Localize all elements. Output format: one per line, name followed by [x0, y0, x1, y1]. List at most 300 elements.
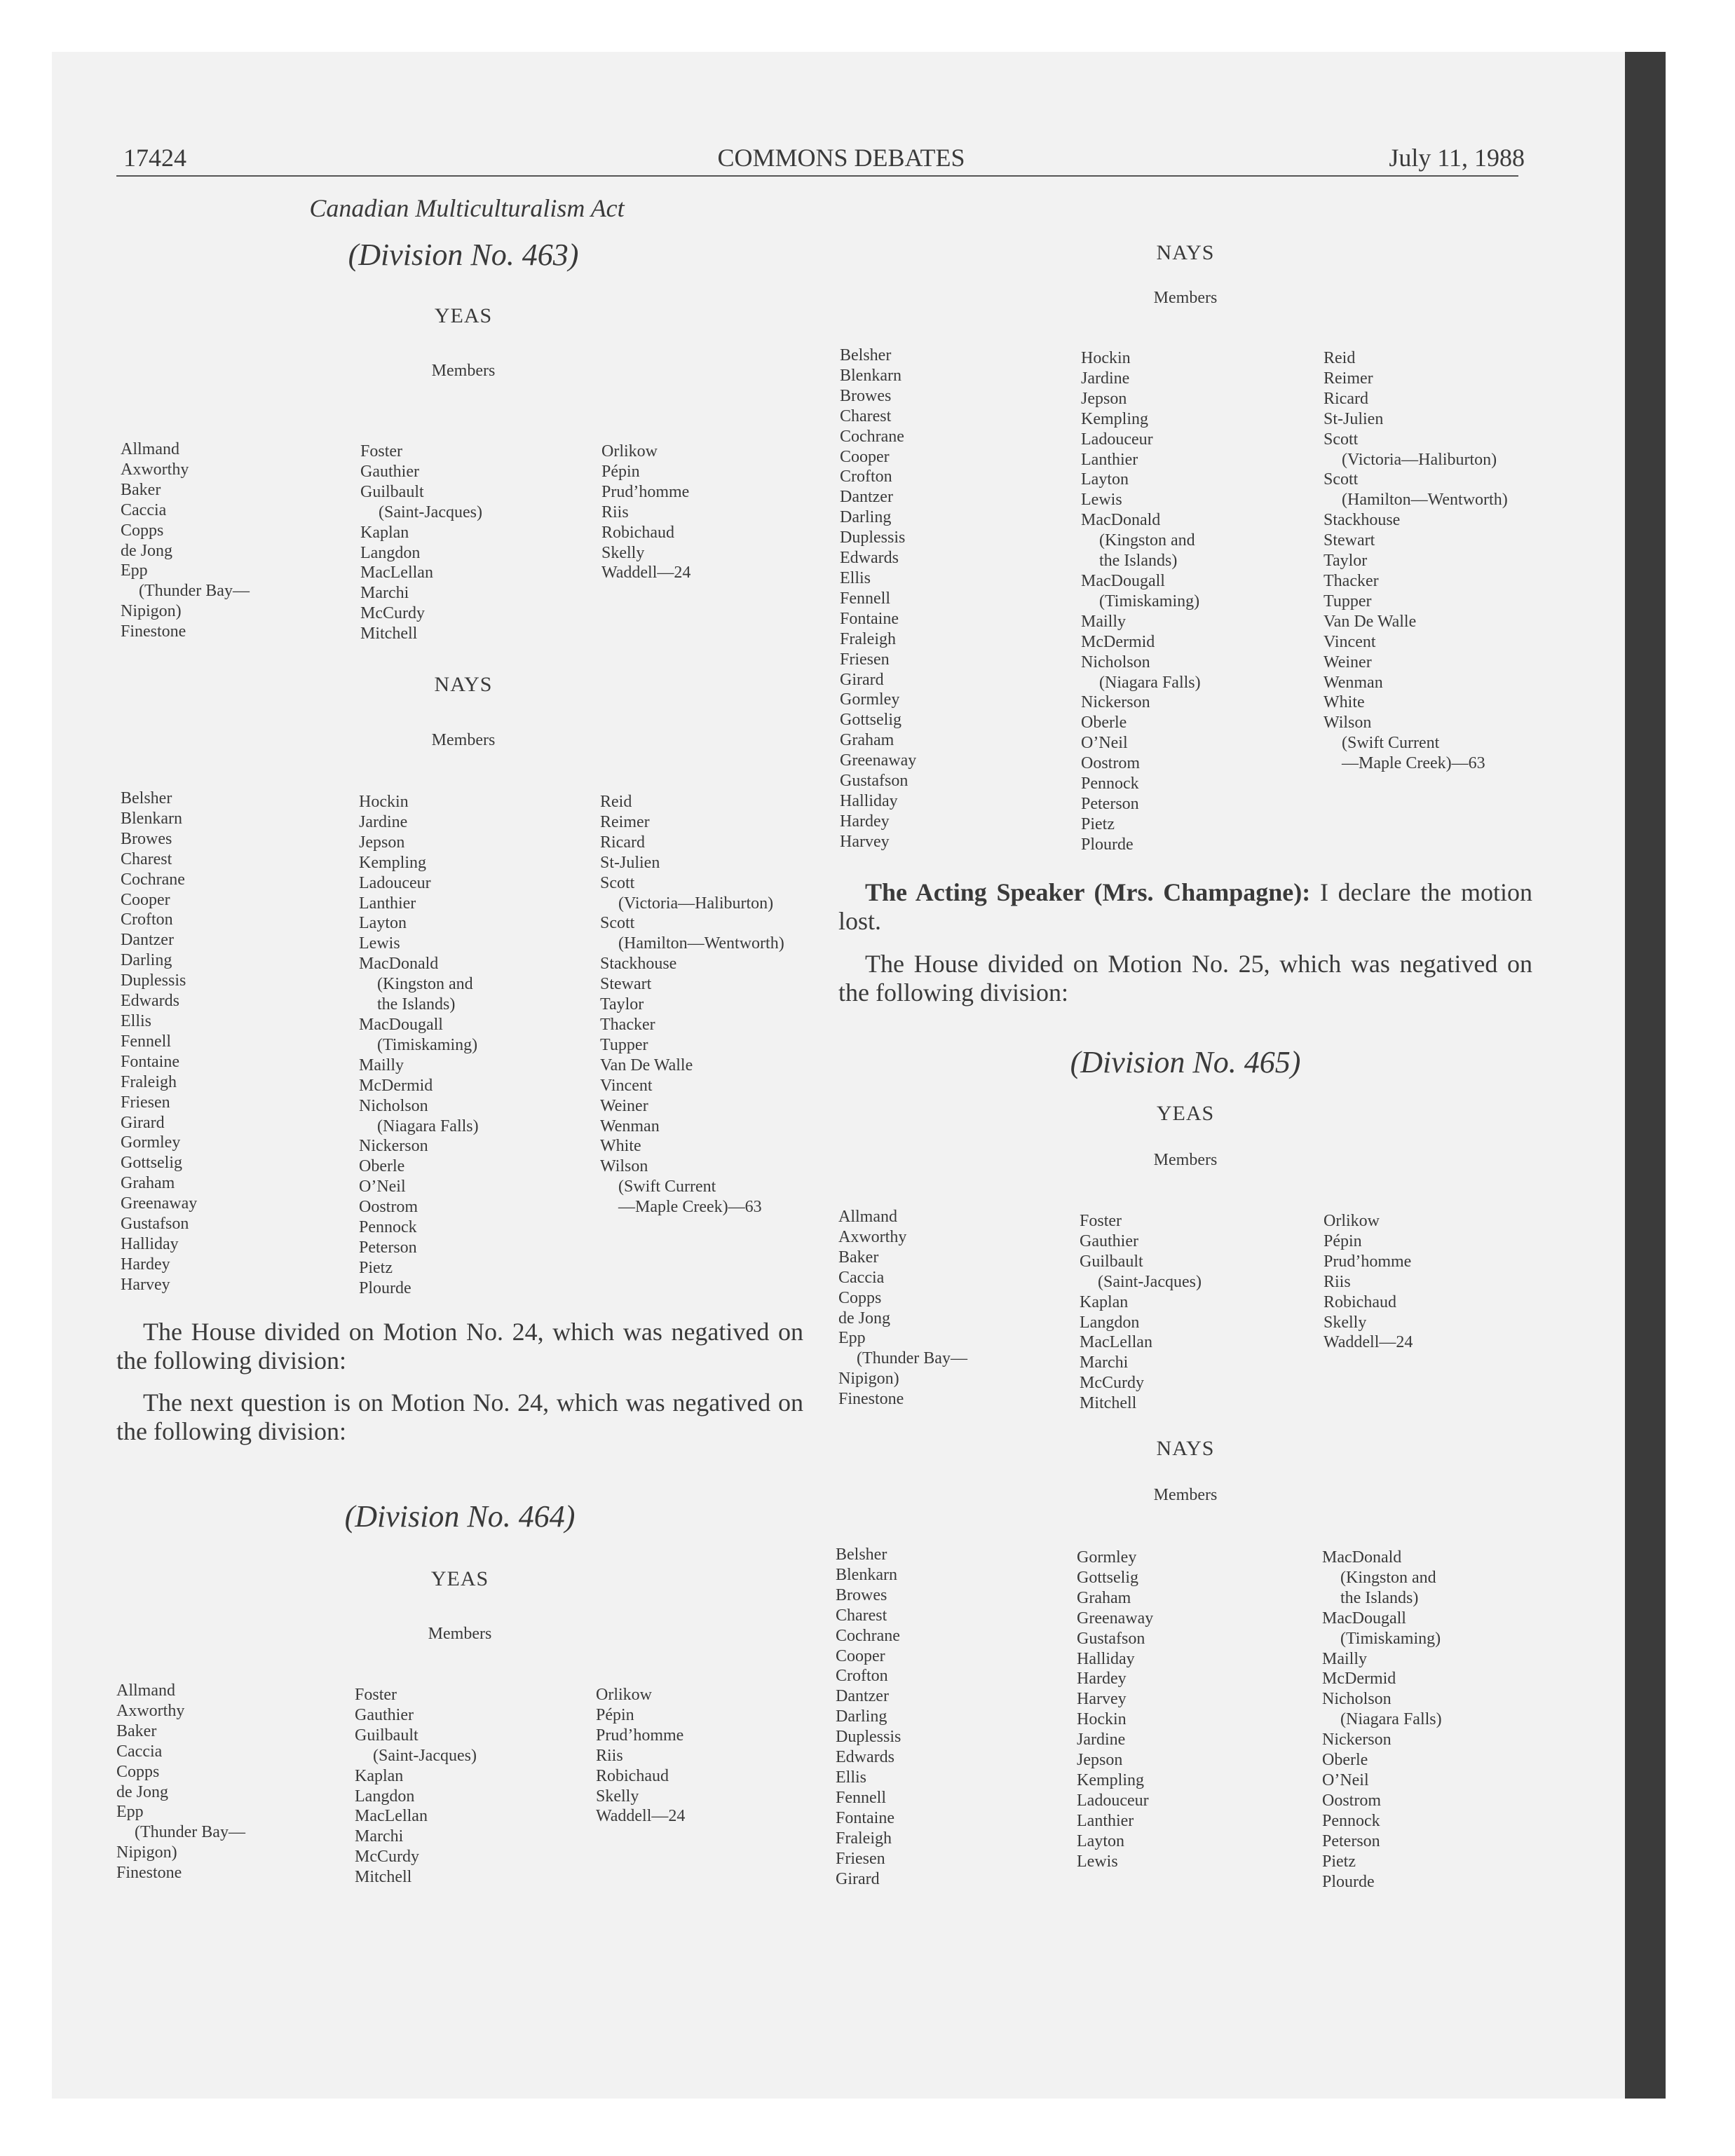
member-name-continuation: (Niagara Falls) [1099, 673, 1201, 692]
member-name: Oostrom [1322, 1791, 1381, 1810]
member-name-continuation: (Kingston and [377, 975, 473, 994]
member-name: Guilbault [1080, 1252, 1143, 1271]
member-name: Ellis [836, 1768, 867, 1787]
member-name-continuation: (Timiskaming) [1340, 1629, 1441, 1648]
member-name: Blenkarn [840, 366, 901, 385]
member-name: Darling [840, 508, 892, 527]
member-name: Prud’homme [596, 1726, 684, 1745]
yeas-column-2 [1080, 1211, 1202, 1414]
member-name: McDermid [1081, 632, 1155, 651]
member-name: Baker [838, 1248, 879, 1267]
member-name: Axworthy [838, 1227, 907, 1246]
member-name-continuation: (Thunder Bay— [857, 1349, 967, 1368]
member-name: Stewart [1324, 531, 1375, 550]
member-name: Van De Walle [600, 1056, 693, 1074]
member-name: Nipigon) [116, 1843, 177, 1862]
member-name: Tupper [600, 1035, 648, 1054]
member-name: Nicholson [359, 1096, 428, 1115]
member-name: McDermid [1322, 1670, 1396, 1688]
member-name: Fraleigh [840, 629, 896, 648]
member-name: Hardey [1077, 1670, 1127, 1688]
member-name: Stackhouse [1324, 511, 1401, 530]
member-name: Reimer [1324, 369, 1373, 388]
member-name: Scott [600, 914, 635, 933]
member-name: Finestone [838, 1390, 904, 1409]
member-name: O’Neil [1322, 1770, 1369, 1789]
member-name: Friesen [836, 1849, 885, 1868]
member-name: Allmand [116, 1681, 175, 1700]
member-name: Oberle [1322, 1751, 1368, 1770]
member-name: Cochrane [840, 427, 904, 446]
running-title: COMMONS DEBATES [717, 144, 965, 172]
member-name: Ladouceur [1077, 1791, 1149, 1810]
member-name: Foster [360, 442, 402, 460]
member-name: Edwards [121, 992, 179, 1011]
member-name: Guilbault [360, 482, 424, 501]
member-name: Kaplan [355, 1766, 404, 1785]
member-name: MacDougall [359, 1015, 443, 1034]
member-name: Halliday [1077, 1649, 1135, 1668]
member-name: Pennock [359, 1218, 417, 1237]
member-name: Epp [116, 1803, 144, 1822]
member-name: Fontaine [836, 1808, 894, 1827]
member-name: Cooper [121, 890, 170, 909]
member-name: Crofton [121, 910, 173, 929]
member-name: Cochrane [836, 1626, 900, 1645]
member-name: Finestone [121, 622, 186, 641]
member-name: Fennell [121, 1032, 171, 1051]
member-name: Prud’homme [601, 482, 690, 501]
member-name: Graham [1077, 1588, 1131, 1607]
member-name: Duplessis [121, 971, 186, 990]
member-name: Edwards [836, 1748, 894, 1767]
member-name: Weiner [1324, 653, 1372, 671]
member-name: Duplessis [840, 528, 906, 547]
member-name: Caccia [116, 1742, 163, 1761]
member-name: Greenaway [1077, 1609, 1154, 1628]
member-name: Nickerson [1081, 693, 1150, 712]
member-name: Scott [1324, 430, 1359, 449]
member-name: White [1324, 693, 1365, 712]
member-name: Browes [840, 386, 892, 405]
member-name: Pennock [1081, 775, 1139, 793]
member-name: Harvey [840, 832, 890, 851]
nays-column-2 [1081, 348, 1201, 855]
member-name: Foster [355, 1686, 397, 1704]
yeas-heading: YEAS [430, 1567, 489, 1590]
member-name: Kempling [1081, 409, 1148, 428]
member-name: Allmand [838, 1208, 897, 1226]
yeas-column-3 [1324, 1211, 1413, 1353]
member-name: Belsher [840, 346, 892, 364]
member-name: Halliday [840, 791, 898, 810]
member-name: Hardey [840, 812, 890, 831]
member-name: Cooper [836, 1646, 885, 1665]
member-name: Ellis [840, 568, 871, 587]
yeas-heading: YEAS [1156, 1102, 1215, 1125]
paragraph-motion-25: The House divided on Motion No. 25, which was negatived on the following division: [838, 950, 1532, 1007]
member-name: Taylor [600, 995, 644, 1014]
member-name: Hockin [1077, 1710, 1127, 1729]
yeas-column-1 [121, 439, 250, 642]
member-name-continuation: the Islands) [1340, 1588, 1419, 1607]
member-name: Gottselig [1077, 1568, 1138, 1587]
member-name-continuation: (Saint-Jacques) [373, 1746, 477, 1765]
division-463-title: (Division No. 463) [348, 238, 579, 272]
scan-edge [1625, 52, 1666, 2099]
member-name: Hockin [359, 793, 409, 811]
member-name: MacLellan [360, 564, 433, 582]
nays-column-3 [1322, 1548, 1442, 1892]
member-name: McCurdy [1080, 1374, 1144, 1393]
member-name: Layton [359, 914, 407, 933]
member-name: Gormley [1077, 1548, 1137, 1567]
member-name: Van De Walle [1324, 612, 1417, 631]
member-name-continuation: (Swift Current [618, 1178, 716, 1196]
member-name: Foster [1080, 1212, 1122, 1230]
act-title: Canadian Multiculturalism Act [309, 194, 625, 222]
member-name: Robichaud [596, 1766, 669, 1785]
member-name: Cochrane [121, 870, 185, 889]
member-name: Baker [121, 480, 161, 499]
member-name-continuation: (Victoria—Haliburton) [1342, 450, 1497, 469]
member-name: Weiner [600, 1096, 648, 1115]
member-name: Darling [836, 1707, 887, 1726]
member-name: Pietz [1322, 1852, 1356, 1871]
member-name: Wilson [1324, 714, 1372, 732]
member-name-continuation: the Islands) [377, 995, 456, 1014]
nays-column-1 [836, 1545, 901, 1889]
member-name: Jardine [359, 812, 408, 831]
yeas-column-2 [360, 442, 482, 644]
member-name: Layton [1081, 470, 1129, 489]
member-name: Browes [836, 1585, 887, 1604]
member-name: Waddell—24 [601, 564, 691, 582]
member-name: Robichaud [601, 523, 674, 542]
member-name: Fennell [840, 589, 890, 608]
member-name: Thacker [1324, 571, 1379, 590]
member-name: Mailly [359, 1056, 404, 1074]
member-name: Pépin [596, 1705, 634, 1724]
member-name: Jepson [359, 833, 405, 852]
member-name: Harvey [1077, 1690, 1127, 1709]
member-name: Tupper [1324, 592, 1372, 610]
member-name: Mitchell [1080, 1394, 1137, 1413]
page-number: 17424 [123, 144, 186, 172]
member-name: Fontaine [121, 1052, 179, 1071]
member-name: Gottselig [121, 1154, 182, 1173]
member-name: Darling [121, 951, 172, 970]
header-date: July 11, 1988 [1389, 144, 1525, 172]
member-name: Epp [121, 561, 148, 580]
member-name-continuation: (Niagara Falls) [377, 1117, 479, 1135]
member-name: Reimer [600, 812, 650, 831]
member-name: Axworthy [121, 460, 189, 479]
member-name: Riis [596, 1746, 623, 1765]
member-name: MacDonald [1081, 511, 1161, 530]
member-name: Copps [838, 1288, 882, 1307]
member-name: Guilbault [355, 1726, 419, 1745]
member-name: Pépin [601, 462, 640, 481]
member-name: MacLellan [355, 1807, 428, 1826]
member-name: Stackhouse [600, 955, 677, 974]
members-heading: Members [1153, 1486, 1218, 1504]
member-name: Lanthier [1077, 1811, 1134, 1830]
member-name-continuation: the Islands) [1099, 552, 1178, 571]
member-name: Gustafson [840, 772, 909, 791]
member-name: Peterson [1322, 1831, 1380, 1850]
member-name: Gustafson [121, 1215, 189, 1234]
member-name: Riis [601, 503, 629, 521]
member-name: Graham [840, 731, 894, 750]
members-heading: Members [428, 1625, 492, 1643]
yeas-column-1 [838, 1207, 967, 1410]
member-name: Mailly [1081, 612, 1126, 631]
header-rule [116, 175, 1518, 177]
member-name: Plourde [1081, 835, 1134, 854]
yeas-heading: YEAS [434, 304, 493, 327]
yeas-column-1 [116, 1681, 245, 1883]
member-name: Edwards [840, 549, 899, 568]
member-name: Lewis [359, 934, 400, 953]
member-name: Finestone [116, 1864, 182, 1883]
member-name: Cooper [840, 447, 890, 466]
member-name-continuation: (Hamilton—Wentworth) [1342, 491, 1508, 510]
member-name: Skelly [601, 543, 645, 562]
yeas-column-3 [596, 1685, 685, 1827]
member-name-continuation: (Swift Current [1342, 734, 1440, 753]
member-name: Duplessis [836, 1728, 901, 1747]
member-name: Axworthy [116, 1701, 185, 1720]
member-name: Langdon [1080, 1313, 1140, 1332]
members-heading: Members [431, 362, 496, 380]
member-name: Waddell—24 [1324, 1333, 1413, 1352]
member-name: Hockin [1081, 349, 1131, 367]
member-name: Baker [116, 1721, 157, 1740]
member-name: Layton [1077, 1831, 1124, 1850]
nays-column-3 [600, 792, 784, 1217]
member-name: Lewis [1081, 491, 1122, 510]
nays-column-2 [1077, 1548, 1153, 1872]
member-name: Girard [840, 670, 884, 689]
member-name: Peterson [359, 1238, 417, 1257]
member-name: Jardine [1077, 1731, 1126, 1749]
member-name: Girard [836, 1869, 880, 1888]
member-name-continuation: (Hamilton—Wentworth) [618, 934, 784, 953]
member-name: Kaplan [360, 523, 409, 542]
yeas-column-2 [355, 1685, 477, 1888]
member-name: Gauthier [1080, 1231, 1138, 1250]
speaker-text: I declare the motion lost. [838, 878, 1532, 935]
nays-heading: NAYS [1156, 1437, 1215, 1460]
member-name: Kempling [359, 853, 426, 872]
member-name: Reid [600, 793, 632, 811]
member-name: Nipigon) [838, 1370, 899, 1389]
member-name: Nickerson [1322, 1731, 1392, 1749]
member-name-continuation: —Maple Creek)—63 [1342, 754, 1485, 773]
member-name: Gormley [840, 690, 900, 709]
member-name: Crofton [840, 468, 892, 486]
member-name: Pietz [359, 1258, 393, 1277]
member-name: Gormley [121, 1133, 181, 1152]
member-name-continuation: (Kingston and [1340, 1568, 1436, 1587]
member-name: Wilson [600, 1157, 648, 1176]
member-name: Prud’homme [1324, 1252, 1412, 1271]
member-name: Allmand [121, 440, 179, 458]
member-name: Lewis [1077, 1852, 1118, 1871]
member-name: Caccia [838, 1268, 885, 1287]
member-name: Gauthier [355, 1705, 414, 1724]
member-name: Lanthier [359, 894, 416, 913]
member-name: Browes [121, 829, 172, 848]
member-name: Wenman [600, 1117, 660, 1135]
nays-heading: NAYS [1156, 241, 1215, 264]
member-name: Charest [836, 1606, 887, 1625]
member-name: MacDonald [359, 955, 439, 974]
member-name: Orlikow [596, 1686, 652, 1704]
member-name: Wenman [1324, 673, 1383, 692]
yeas-column-3 [601, 442, 690, 583]
member-name: Mitchell [360, 625, 418, 643]
member-name-continuation: (Timiskaming) [1099, 592, 1200, 610]
member-name: Reid [1324, 349, 1356, 367]
member-name: Pennock [1322, 1811, 1380, 1830]
member-name: Langdon [355, 1787, 415, 1806]
member-name: Riis [1324, 1272, 1351, 1291]
member-name: Skelly [1324, 1313, 1367, 1332]
member-name: McCurdy [355, 1848, 419, 1867]
member-name: Gustafson [1077, 1629, 1145, 1648]
member-name: de Jong [116, 1782, 168, 1801]
member-name: Vincent [600, 1076, 653, 1095]
member-name: Marchi [360, 584, 409, 603]
member-name: Nickerson [359, 1137, 428, 1156]
member-name: Marchi [1080, 1353, 1129, 1372]
member-name: Stewart [600, 975, 652, 994]
member-name: MacDougall [1322, 1609, 1406, 1628]
members-heading: Members [1153, 289, 1218, 307]
member-name: Halliday [121, 1234, 179, 1253]
member-name-continuation: (Niagara Falls) [1340, 1710, 1442, 1729]
member-name: Belsher [121, 789, 172, 807]
member-name: Harvey [121, 1275, 170, 1294]
member-name: Dantzer [836, 1687, 889, 1706]
paragraph-motion-24: The House divided on Motion No. 24, which was negatived on the following division: [116, 1318, 803, 1374]
member-name: O’Neil [359, 1178, 406, 1196]
member-name: Greenaway [840, 751, 917, 770]
member-name: Ricard [600, 833, 645, 852]
division-465-title: (Division No. 465) [1070, 1045, 1301, 1079]
member-name: Nicholson [1322, 1690, 1392, 1709]
member-name: McCurdy [360, 604, 425, 623]
member-name: Waddell—24 [596, 1807, 686, 1826]
member-name: Ricard [1324, 389, 1368, 408]
member-name: Friesen [121, 1093, 170, 1112]
member-name: Caccia [121, 500, 167, 519]
nays-column-1 [840, 346, 916, 852]
member-name: Oostrom [359, 1198, 418, 1217]
member-name: Lanthier [1081, 450, 1138, 469]
member-name: Fennell [836, 1788, 886, 1807]
member-name: Dantzer [840, 488, 893, 507]
member-name: Peterson [1081, 794, 1139, 813]
member-name: Marchi [355, 1827, 404, 1846]
member-name: Nipigon) [121, 602, 182, 621]
member-name: MacDougall [1081, 571, 1165, 590]
member-name: Fraleigh [121, 1072, 177, 1091]
member-name: MacLellan [1080, 1333, 1152, 1352]
member-name: McDermid [359, 1076, 433, 1095]
member-name: Plourde [1322, 1872, 1375, 1891]
member-name: Scott [600, 873, 635, 892]
member-name-continuation: (Timiskaming) [377, 1035, 478, 1054]
member-name: Jepson [1081, 389, 1127, 408]
member-name: Taylor [1324, 552, 1368, 571]
member-name: Oostrom [1081, 754, 1140, 773]
member-name: Blenkarn [121, 809, 182, 828]
member-name: Nicholson [1081, 653, 1150, 671]
member-name: Plourde [359, 1278, 411, 1297]
paragraph-next-question: The next question is on Motion No. 24, which was negatived on the following division: [116, 1389, 803, 1445]
member-name: Fontaine [840, 609, 899, 628]
speaker-name: The Acting Speaker (Mrs. Champagne): [865, 878, 1311, 906]
member-name: Copps [116, 1762, 160, 1781]
division-464-title: (Division No. 464) [344, 1499, 576, 1534]
member-name: Copps [121, 521, 164, 540]
member-name: de Jong [121, 541, 172, 560]
member-name: Pietz [1081, 814, 1115, 833]
member-name: Kaplan [1080, 1292, 1129, 1311]
member-name-continuation: (Saint-Jacques) [1098, 1272, 1202, 1291]
member-name-continuation: (Saint-Jacques) [379, 503, 482, 521]
member-name: Gauthier [360, 462, 419, 481]
member-name: Vincent [1324, 632, 1376, 651]
member-name: Jepson [1077, 1751, 1123, 1770]
member-name: Ladouceur [359, 873, 431, 892]
member-name: Hardey [121, 1255, 170, 1274]
member-name: Epp [838, 1329, 866, 1348]
member-name-continuation: —Maple Creek)—63 [618, 1198, 762, 1217]
members-heading: Members [1153, 1151, 1218, 1169]
member-name: Gottselig [840, 711, 901, 730]
member-name-continuation: (Thunder Bay— [139, 582, 250, 601]
member-name-continuation: (Victoria—Haliburton) [618, 894, 774, 913]
nays-heading: NAYS [434, 673, 493, 696]
member-name-continuation: (Kingston and [1099, 531, 1195, 550]
member-name: O’Neil [1081, 734, 1128, 753]
member-name: Charest [840, 407, 892, 425]
member-name: Girard [121, 1113, 165, 1132]
member-name: Langdon [360, 543, 421, 562]
member-name: Jardine [1081, 369, 1130, 388]
member-name: Thacker [600, 1015, 655, 1034]
member-name: Fraleigh [836, 1829, 892, 1848]
members-heading: Members [431, 731, 496, 749]
nays-column-2 [359, 792, 479, 1299]
member-name: Crofton [836, 1667, 888, 1686]
member-name: Ladouceur [1081, 430, 1153, 449]
member-name: White [600, 1137, 641, 1156]
member-name: Dantzer [121, 931, 174, 950]
member-name: St-Julien [600, 853, 660, 872]
member-name-continuation: (Thunder Bay— [135, 1823, 245, 1842]
member-name: Oberle [1081, 714, 1127, 732]
member-name: Pépin [1324, 1231, 1362, 1250]
member-name: Belsher [836, 1546, 887, 1564]
member-name: Graham [121, 1174, 175, 1193]
member-name: Greenaway [121, 1194, 198, 1213]
member-name: Orlikow [1324, 1212, 1380, 1230]
